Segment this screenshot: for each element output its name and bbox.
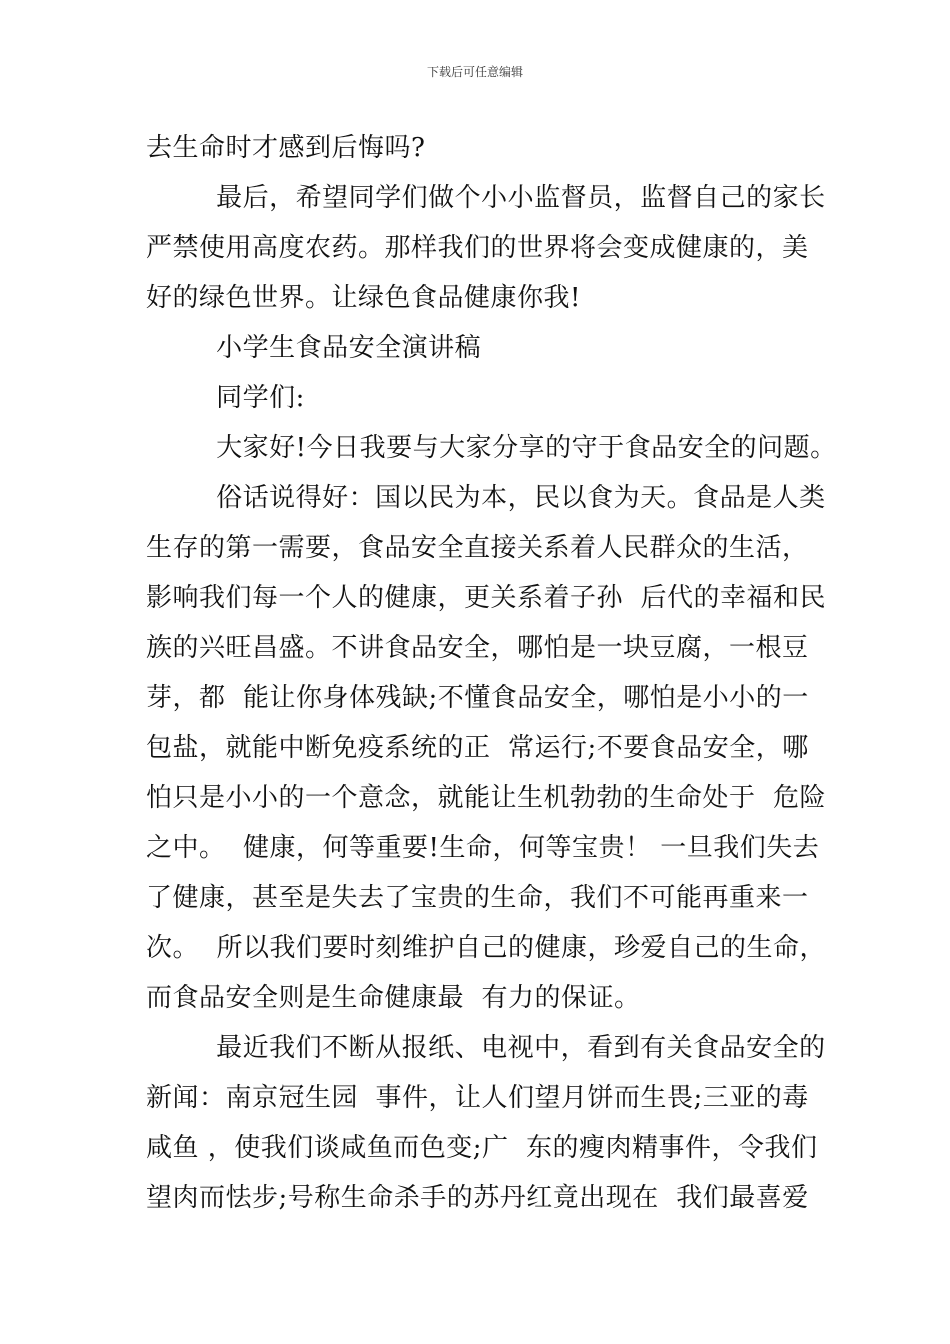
text-line: 新闻：南京冠生园 事件，让人们望月饼而生畏;三亚的毒	[146, 1083, 809, 1113]
text-line: 同学们:	[146, 383, 305, 413]
text-line: 族的兴旺昌盛。不讲食品安全，哪怕是一块豆腐，一根豆	[146, 633, 809, 663]
text-line: 之中。 健康，何等重要!生命，何等宝贵！ 一旦我们失去	[146, 833, 820, 863]
text-line: 最后，希望同学们做个小小监督员，监督自己的家长	[146, 183, 826, 213]
text-line: 咸鱼 ，使我们谈咸鱼而色变;广 东的瘦肉精事件，令我们	[146, 1133, 818, 1163]
text-line: 去生命时才感到后悔吗?	[146, 133, 426, 163]
text-line: 影响我们每一个人的健康，更关系着子孙 后代的幸福和民	[146, 583, 827, 613]
text-line: 生存的第一需要，食品安全直接关系着人民群众的生活，	[146, 533, 809, 563]
text-line: 俗话说得好：国以民为本，民以食为天。食品是人类	[146, 483, 826, 513]
text-line: 好的绿色世界。让绿色食品健康你我!	[146, 283, 581, 313]
text-line: 而食品安全则是生命健康最 有力的保证。	[146, 983, 641, 1013]
text-line: 包盐，就能中断免疫系统的正 常运行;不要食品安全，哪	[146, 733, 809, 763]
text-line: 望肉而怯步;号称生命杀手的苏丹红竟出现在 我们最喜爱	[146, 1183, 809, 1213]
text-line: 了健康，甚至是失去了宝贵的生命，我们不可能再重来一	[146, 883, 809, 913]
text-line: 最近我们不断从报纸、电视中，看到有关食品安全的	[146, 1033, 826, 1063]
text-line: 次。 所以我们要时刻维护自己的健康，珍爱自己的生命，	[146, 933, 827, 963]
text-line: 小学生食品安全演讲稿	[146, 333, 482, 363]
text-line: 怕只是小小的一个意念，就能让生机勃勃的生命处于 危险	[146, 783, 827, 813]
text-line: 严禁使用高度农药。那样我们的世界将会变成健康的，美	[146, 233, 809, 263]
page-header: 下载后可任意编辑	[426, 65, 523, 79]
text-line: 大家好!今日我要与大家分享的守于食品安全的问题。	[146, 433, 837, 463]
text-line: 芽，都 能让你身体残缺;不懂食品安全，哪怕是小小的一	[146, 683, 809, 713]
